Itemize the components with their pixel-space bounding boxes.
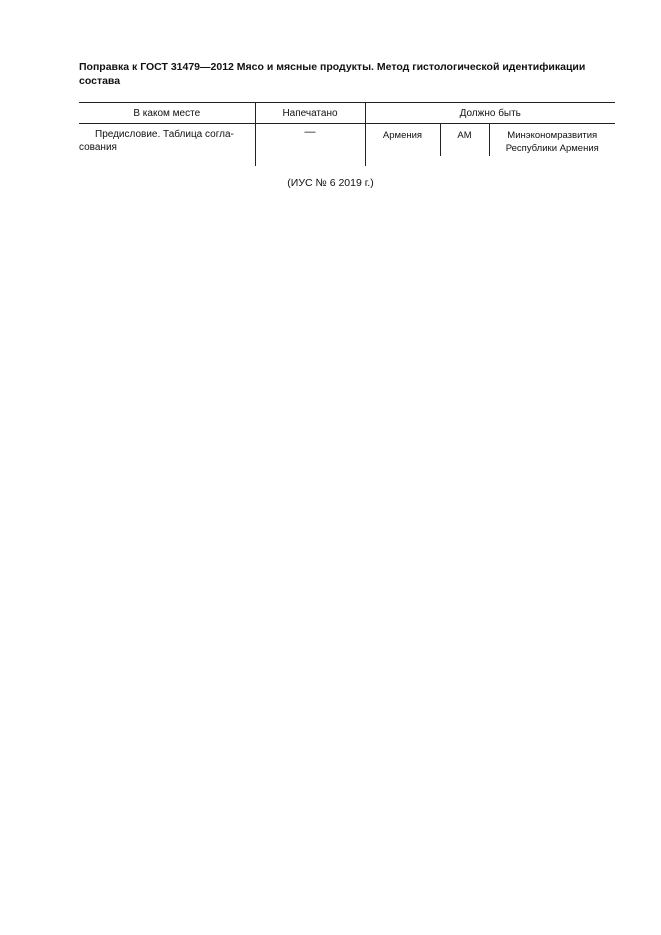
amendment-title: Поправка к ГОСТ 31479—2012 Мясо и мясные продукты. Метод гистологической идентификации состава: [79, 61, 586, 87]
header-where: В каком месте: [79, 103, 255, 124]
should-code: АМ: [441, 124, 490, 156]
printed-dash: —: [304, 126, 316, 138]
cell-should-be: [365, 124, 615, 167]
header-printed: Напечатано: [255, 103, 365, 124]
where-line-2: сования: [79, 142, 117, 153]
authority-line-1: Минэкономразвития: [507, 130, 598, 141]
table-header-row: [79, 103, 615, 124]
header-should-be: Должно быть: [365, 103, 615, 124]
cell-where: [79, 124, 255, 167]
footer-note: (ИУС № 6 2019 г.): [287, 177, 374, 189]
where-line-1: Предисловие. Таблица согла-: [95, 129, 234, 140]
cell-printed: [255, 124, 365, 167]
table-row: [79, 124, 615, 167]
authority-line-2: Республики Армения: [505, 143, 599, 154]
amendment-table: [79, 102, 615, 166]
should-country: Армения: [366, 124, 441, 156]
should-authority: [490, 124, 616, 162]
